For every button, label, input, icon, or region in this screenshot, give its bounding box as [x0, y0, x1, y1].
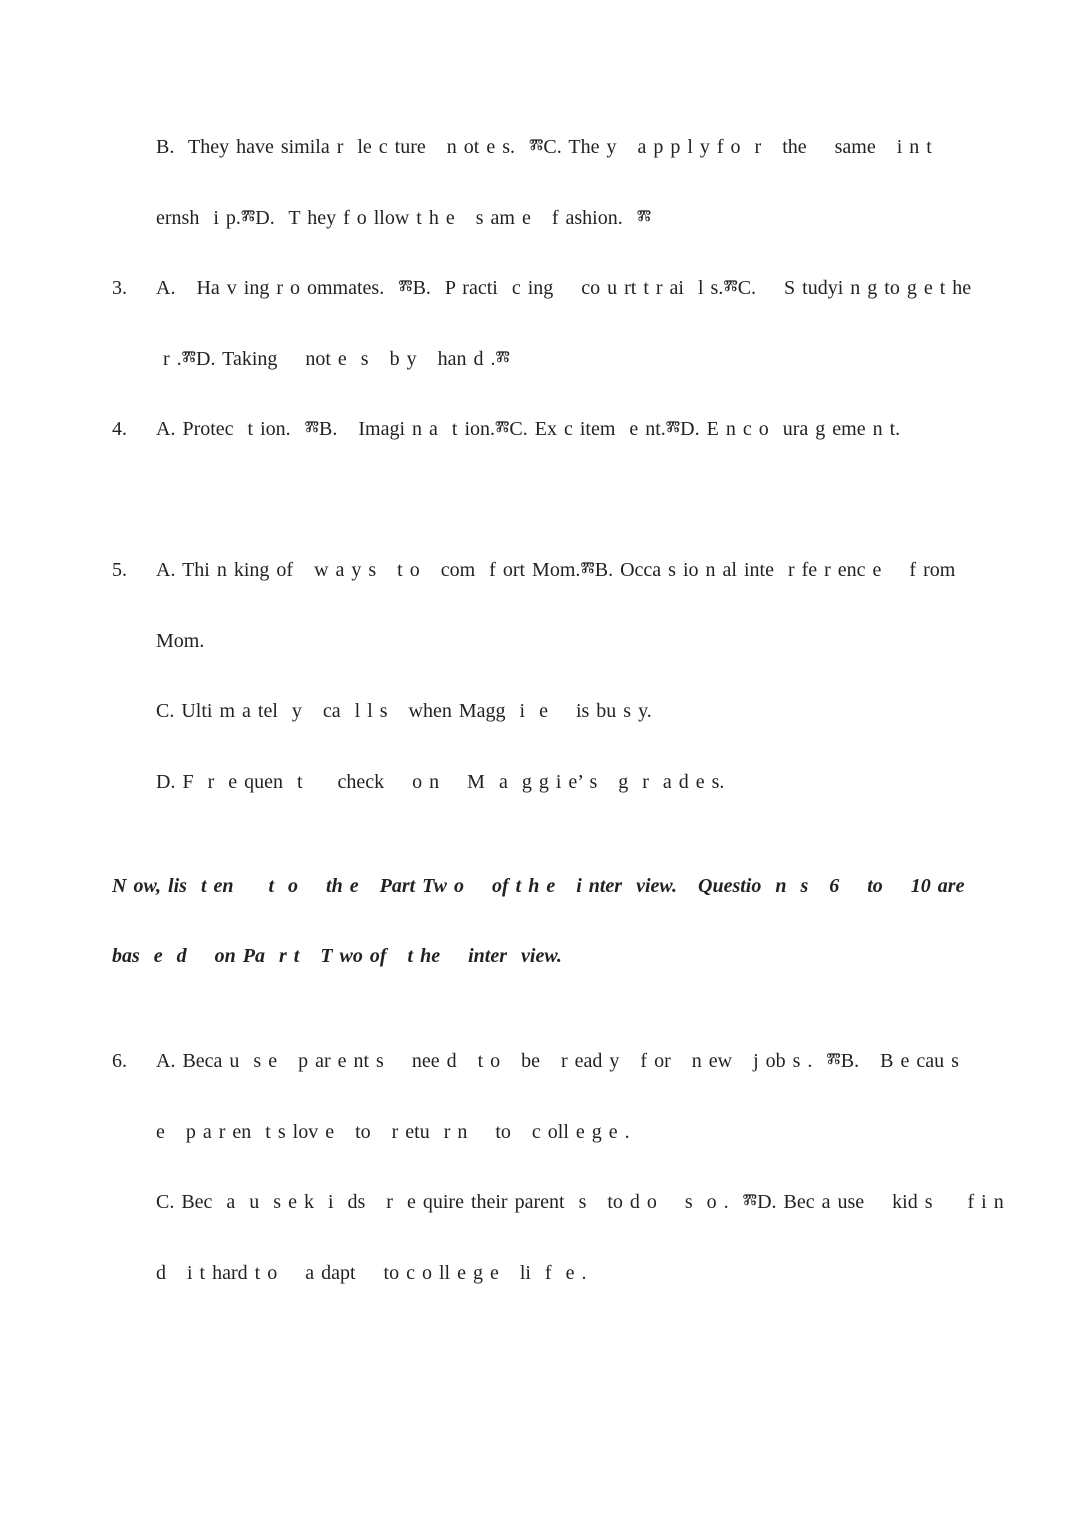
question-2-options-line-1: B. They have simila r le c ture n ot e s. ⰿC. The y a p p l y f o r the same i n t [156, 136, 932, 158]
question-5-option-c: C. Ulti m a tel y ca l l s when Magg i e is bu s y. [156, 700, 652, 722]
question-6-number: 6. [112, 1050, 127, 1072]
question-4-number: 4. [112, 418, 127, 440]
question-5-number: 5. [112, 559, 127, 581]
question-6-options-line-2: e p a r en t s lov e to r etu r n to c oll e g e . [156, 1121, 630, 1143]
question-5-option-b-cont: Mom. [156, 630, 205, 652]
directions-line-2: bas e d on Pa r t T wo of t he inter view. [112, 945, 562, 967]
question-4-options-line-1: A. Protec t ion. ⰿB. Imagi n a t ion.ⰿC. Ex c item e nt.ⰿD. E n c o ura g eme n t. [156, 418, 901, 440]
question-5-option-a: A. Thi n king of w a y s t o com f ort Mom.ⰿB. Occa s io n al inte r fe r enc e f rom [156, 559, 956, 581]
question-3-options-line-2: r .ⰿD. Taking not e s b y han d .ⰿ [156, 348, 510, 370]
question-3-number: 3. [112, 277, 127, 299]
question-5-option-d: D. F r e quen t check o n M a g g i e’ s g r a d e s. [156, 771, 725, 793]
question-6-options-line-3: C. Bec a u s e k i ds r e quire their parent s to d o s o . ⰿD. Bec a use kid s f i n [156, 1191, 1004, 1213]
question-6-options-line-1: A. Beca u s e p ar e nt s nee d t o be r ead y f or n ew j ob s . ⰿB. B e cau s [156, 1050, 959, 1072]
directions-line-1: N ow, lis t en t o th e Part Tw o of t h e i nter view. Questio n s 6 to 10 are [112, 875, 965, 897]
question-2-options-line-2: ernsh i p.ⰿD. T hey f o llow t h e s am e f ashion. ⰿ [156, 207, 652, 229]
question-3-options-line-1: A. Ha v ing r o ommates. ⰿB. P racti c ing co u rt t r ai l s.ⰿC. S tudyi n g to g e t he [156, 277, 972, 299]
question-6-options-line-4: d i t hard t o a dapt to c o ll e g e li f e . [156, 1262, 587, 1284]
